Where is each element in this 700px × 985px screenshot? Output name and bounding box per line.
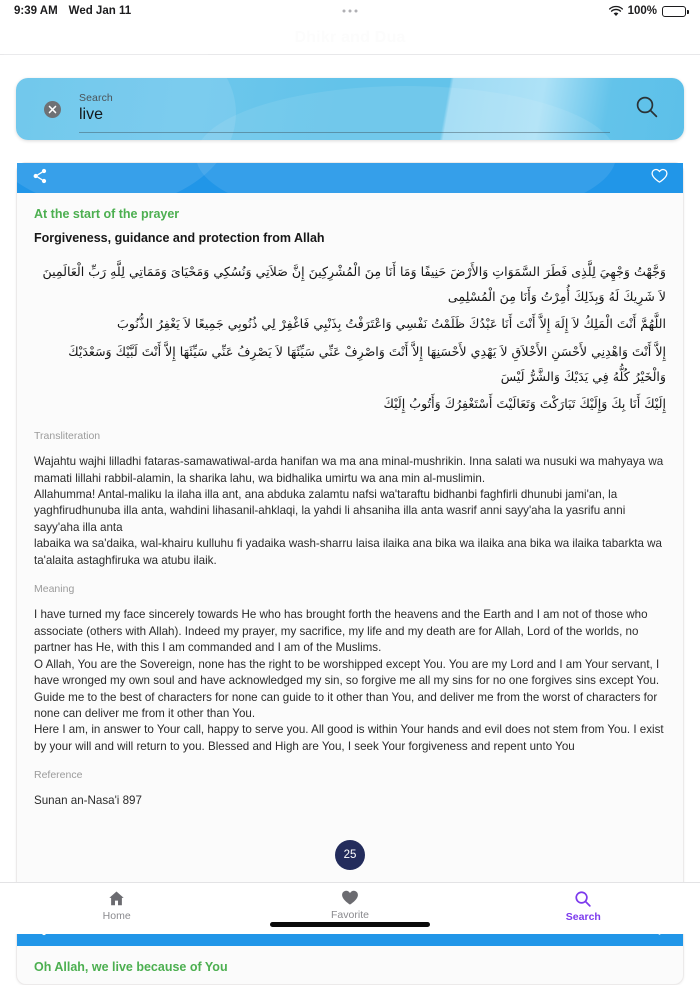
arabic-line: اللَّهُمَّ أَنْتَ الْمَلِكُ لاَ إِلَهَ إِلاَّ أَنْتَ أَنَا عَبْدُكَ ظَلَمْتُ نَفْسِي وَاعْتَرَفْتُ بِذَنْبِي فَاغْفِرْ لِي ذُنُوبِي جَمِيعًا لاَ يَغْفِرُ الذُّنُوبَ [117, 316, 666, 332]
meaning-paragraph: Here I am, in answer to Your call, happy to serve you. All good is within Your hands and evil does not stem from You. I exist by your will and will return to you. Blessed and High are You, I seek Your forgiveness and repent unto You [34, 723, 664, 753]
dua-card[interactable] [16, 162, 684, 893]
tab-search-label: Search [565, 911, 601, 923]
status-bar-left [14, 5, 131, 17]
tab-home-label: Home [102, 910, 131, 922]
battery-icon [662, 6, 686, 17]
arabic-text-block [34, 259, 666, 416]
transliteration-paragraph: labaika wa sa'daika, wal-khairu kulluhu fi yadaika wash-sharru laisa ilaika ana bika wa ilaika ana bika wa ilaika tabarkta wa ta'alaita astaghfiruka wa atubu ilaik. [34, 537, 662, 567]
arabic-line: إِلاَّ أَنْتَ وَاهْدِنِي لأَحْسَنِ الأَخْلاَقِ لاَ يَهْدِي لأَحْسَنِهَا إِلاَّ أَنْتَ وَاصْرِفْ عَنِّي سَيِّئَهَا لاَ يَصْرِفُ عَنِّي سَيِّئَهَا إِلاَّ أَنْتَ لَبَّيْكَ وَسَعْدَيْكَ وَالْخَيْرُ كُلُّهُ فِي يَدَيْكَ وَالشَّرُّ لَيْسَ [68, 343, 666, 384]
tab-search[interactable] [467, 890, 700, 923]
battery-percent-label: 100% [627, 5, 657, 17]
transliteration-paragraph: Allahumma! Antal-maliku la ilaha illa ant, ana abduka zalamtu nafsi wa'taraftu bidhanbi faghfirli dhunubi jami'an, la yaghfirudhunuba illa anta, wahdini lihasanil-ahklaqi, la yahdi li ahsaniha illa anta wasrif anni sayy'aha la yasrifu anni sayy'aha illa anta [34, 488, 626, 534]
meaning-text [34, 607, 666, 755]
tab-home[interactable] [0, 890, 233, 922]
reference-text: Sunan an-Nasa'i 897 [34, 794, 142, 808]
status-time: 9:39 AM [14, 5, 58, 17]
status-bar [0, 0, 700, 22]
search-icon [574, 890, 592, 908]
search-input-label: Search [79, 91, 113, 104]
search-input-underline [79, 132, 610, 133]
status-badge[interactable]: 25 [335, 840, 365, 870]
tab-favorite-label: Favorite [331, 909, 369, 921]
card-body [17, 193, 683, 892]
meaning-paragraph: O Allah, You are the Sovereign, none has the right to be worshipped except You. You are my Lord and I am Your servant, I have wronged my own soul and have acknowledged my sin, so forgive me all my sins for no one forgives sins except You. Guide me to the best of characters for none can guide to it other than You, and deliver me from the worst of characters for none can deliver me from it other than You. [34, 657, 660, 721]
card-body [17, 946, 683, 974]
app-header [0, 22, 700, 55]
search-bar[interactable] [16, 78, 684, 140]
card-header [17, 163, 683, 193]
wifi-icon [609, 6, 623, 17]
arabic-line: وَجَّهْتُ وَجْهِيَ لِلَّذِى فَطَرَ السَّمَوَاتِ وَالأَرْضَ حَنِيفًا وَمَا أَنَا مِنَ الْمُشْرِكِينَ إِنَّ صَلاَتِي وَنُسُكِي وَمَحْيَاىَ وَمَمَاتِي لِلَّهِ رَبِّ الْعَالَمِينَ لاَ شَرِيكَ لَهُ وَبِذَلِكَ أُمِرْتُ وَأَنَا مِنَ الْمُسْلِمِى [42, 264, 666, 305]
transliteration-label: Transliteration [34, 430, 101, 443]
search-input-group[interactable] [79, 78, 634, 140]
share-icon[interactable] [32, 168, 48, 189]
reference-label: Reference [34, 769, 83, 782]
home-indicator[interactable] [270, 922, 430, 927]
search-icon[interactable] [634, 94, 660, 125]
badge-row [34, 810, 666, 892]
meaning-label: Meaning [34, 583, 75, 596]
search-input[interactable]: live [79, 105, 104, 123]
search-bar-container [16, 78, 684, 140]
arabic-line: إِلَيْكَ أَنَا بِكَ وَإِلَيْكَ تَبَارَكْتَ وَتَعَالَيْتَ أَسْتَغْفِرُكَ وَأَتُوبُ إِلَيْكَ [383, 395, 666, 411]
home-icon [108, 890, 125, 907]
clear-circle-icon[interactable] [44, 101, 61, 118]
transliteration-paragraph: Wajahtu wajhi lilladhi fataras-samawatiwal-arda hanifan wa ma ana minal-mushrikin. Inna salati wa nusuki wa mahyaya wa mamati lillahi rabbil-alamin, la sharika lahu, wa bidhalika umirtu wa ana min al-muslimin. [34, 455, 664, 485]
page-title: Dhikr and Dua [294, 29, 406, 46]
more-dots-icon [343, 10, 358, 13]
transliteration-text [34, 454, 666, 569]
card-category: Oh Allah, we live because of You [34, 959, 228, 974]
card-category: At the start of the prayer [34, 207, 180, 221]
tab-favorite[interactable] [233, 890, 466, 921]
meaning-paragraph: I have turned my face sincerely towards He who has brought forth the heavens and the Earth and I am not of those who associate (others with Allah). Indeed my prayer, my sacrifice, my life and my death are for Allah, Lord of the worlds, no partner has He, with this I am commanded and I am of the Muslims. [34, 608, 648, 655]
card-title: Forgiveness, guidance and protection from Allah [34, 231, 325, 245]
heart-filled-icon [341, 890, 359, 906]
status-date: Wed Jan 11 [68, 5, 132, 17]
heart-outline-icon[interactable] [651, 168, 668, 189]
status-bar-right [609, 5, 686, 17]
close-icon [48, 105, 57, 114]
